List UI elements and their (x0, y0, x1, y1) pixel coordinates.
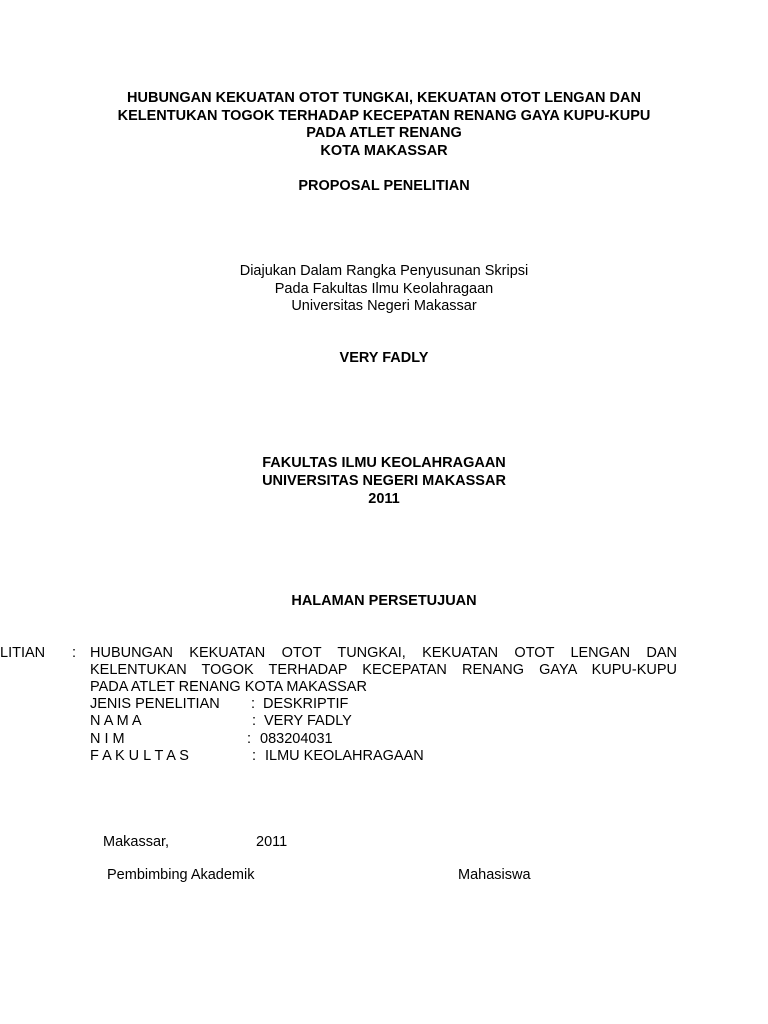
student-label: Mahasiswa (458, 867, 531, 883)
field-label-fakultas: F A K U L T A S (90, 748, 189, 764)
field-value-nama: VERY FADLY (264, 713, 352, 729)
place-label: Makassar, (103, 834, 170, 850)
submission-line: Pada Fakultas Ilmu Keolahragaan (274, 280, 494, 297)
field-label-nama: N A M A (90, 713, 142, 729)
approval-title-colon: : (72, 645, 77, 661)
document-title (0, 90, 768, 160)
field-value-nim: 083204031 (260, 731, 333, 747)
approval-title-line: KELENTUKAN TOGOK TERHADAP KECEPATAN RENANG GAYA KUPU-KUPU (90, 662, 677, 678)
author-name: VERY FADLY (339, 350, 429, 366)
date-year: 2011 (256, 834, 288, 850)
approval-title-line: PADA ATLET RENANG KOTA MAKASSAR (90, 679, 367, 695)
faculty-name: FAKULTAS ILMU KEOLAHRAGAAN (262, 455, 506, 471)
approval-title-label: LITIAN (0, 645, 46, 661)
field-label-jenis: JENIS PENELITIAN (90, 696, 220, 712)
field-value-fakultas: ILMU KEOLAHRAGAAN (265, 748, 424, 764)
submission-statement (0, 263, 768, 316)
title-line: HUBUNGAN KEKUATAN OTOT TUNGKAI, KEKUATAN OTOT LENGAN DAN (127, 90, 641, 106)
supervisor-label: Pembimbing Akademik (107, 867, 255, 883)
field-colon-nim: : (247, 731, 252, 747)
field-value-jenis: DESKRIPTIF (263, 696, 349, 712)
institution-block (0, 454, 768, 508)
title-line: KOTA MAKASSAR (320, 142, 448, 159)
field-label-nim: N I M (90, 731, 125, 747)
field-colon-jenis: : (251, 696, 256, 712)
approval-title-line: HUBUNGAN KEKUATAN OTOT TUNGKAI, KEKUATAN OTOT LENGAN DAN (90, 645, 677, 661)
approval-heading: HALAMAN PERSETUJUAN (291, 593, 477, 609)
title-line: PADA ATLET RENANG (306, 125, 462, 141)
field-colon-nama: : (252, 713, 257, 729)
title-line: KELENTUKAN TOGOK TERHADAP KECEPATAN RENANG GAYA KUPU-KUPU (117, 107, 651, 124)
field-colon-fakultas: : (252, 748, 257, 764)
submission-line: Universitas Negeri Makassar (291, 298, 477, 314)
proposal-label: PROPOSAL PENELITIAN (298, 178, 470, 194)
submission-line: Diajukan Dalam Rangka Penyusunan Skripsi (239, 263, 529, 279)
year-label: 2011 (368, 491, 400, 507)
university-name: UNIVERSITAS NEGERI MAKASSAR (262, 473, 506, 489)
